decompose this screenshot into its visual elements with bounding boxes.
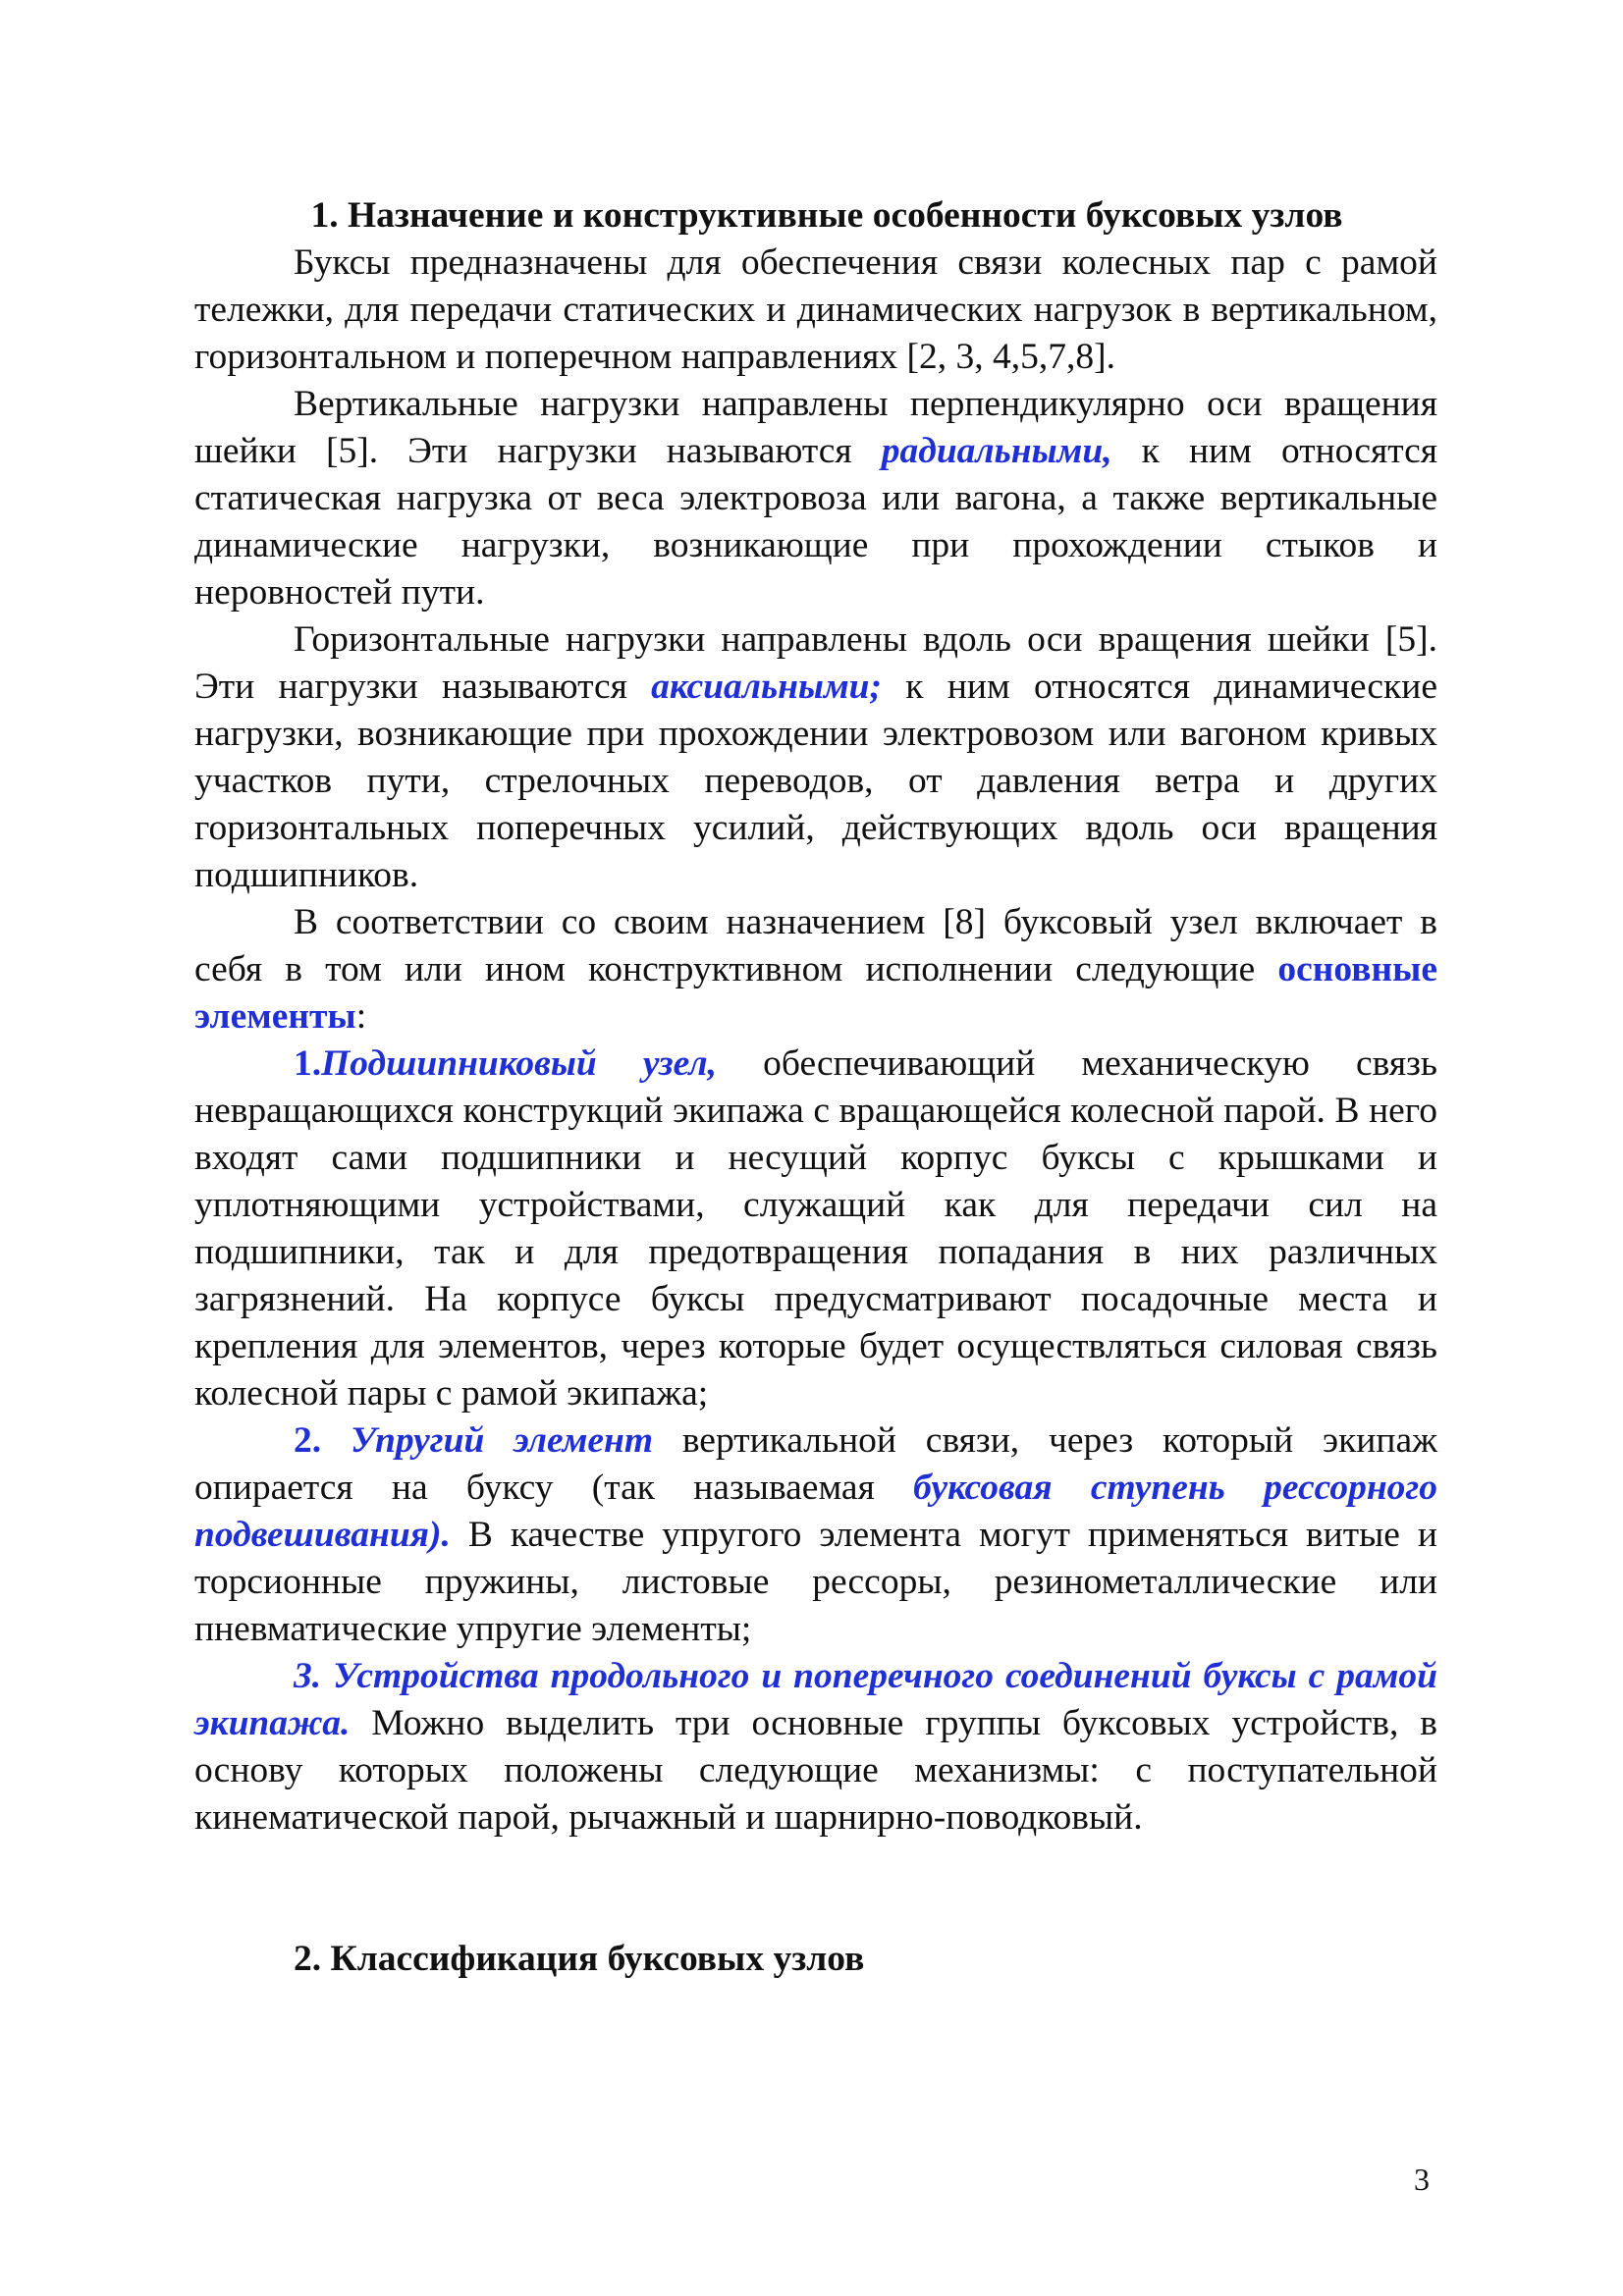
page-number: 3 xyxy=(1414,2162,1430,2197)
paragraph-2-text-before: Вертикальные нагрузки направлены перпендикулярно оси вращения шейки [5]. Эти нагрузки называются xyxy=(194,384,1437,471)
paragraph-2-text-after: к ним относятся статическая нагрузка от веса электровоза или вагона, а также вертикальные динамические нагрузки, возникающие при прохождении стыков и неровностей пути. xyxy=(194,431,1437,613)
paragraph-2 xyxy=(194,381,1437,616)
paragraph-4 xyxy=(194,899,1437,1041)
list-item-1-number: 1. xyxy=(294,1043,322,1084)
term-main-elements: основные элементы xyxy=(194,949,1437,1037)
list-item-2-number: 2. xyxy=(294,1420,322,1461)
paragraph-4-text-after: : xyxy=(355,996,367,1037)
term-radial: радиальными, xyxy=(881,431,1112,471)
list-item-3 xyxy=(194,1653,1437,1842)
term-bearing-unit: Подшипниковый узел, xyxy=(321,1043,717,1084)
document-page xyxy=(194,192,1437,1983)
term-elastic-element: Упругий элемент xyxy=(350,1420,654,1461)
list-item-1 xyxy=(194,1041,1437,1417)
section-heading-2: 2. Классификация буксовых узлов xyxy=(294,1939,865,1979)
term-connection-devices: 3. Устройства продольного и поперечного соединений буксы с рамой экипажа. xyxy=(194,1656,1437,1743)
list-item-2-text-middle: вертикальной связи, через который экипаж опирается на буксу (так называемая xyxy=(194,1420,1437,1508)
paragraph-1: Буксы предназначены для обеспечения связи колесных пар с рамой тележки, для передачи статических и динамических нагрузок в вертикальном, горизонтальном и поперечном направлениях [2, 3, 4,5,7,8]. xyxy=(194,242,1437,377)
term-axlebox-suspension-stage: буксовая ступень рессорного подвешивания). xyxy=(194,1468,1437,1555)
list-item-2-text-after: В качестве упругого элемента могут применяться витые и торсионные пружины, листовые рессоры, резинометаллические или пневматические упругие элементы; xyxy=(194,1515,1437,1649)
list-item-3-text: Можно выделить три основные группы буксовых устройств, в основу которых положены следующие механизмы: с поступательной кинематической парой, рычажный и шарнирно-поводковый. xyxy=(194,1703,1437,1838)
section-heading-1: 1. Назначение и конструктивные особенности буксовых узлов xyxy=(310,195,1343,236)
term-axial: аксиальными; xyxy=(651,667,882,707)
paragraph-3-text-after: к ним относятся динамические нагрузки, возникающие при прохождении электровозом или вагоном кривых участков пути, стрелочных переводов, от давления ветра и других горизонтальных поперечных усилий, действующих вдоль оси вращения подшипников. xyxy=(194,667,1437,895)
list-item-2 xyxy=(194,1417,1437,1653)
list-item-1-text: обеспечивающий механическую связь невращающихся конструкций экипажа с вращающейся колесной парой. В него входят сами подшипники и несущий корпус буксы с крышками и уплотняющими устройствами, служащий как для передачи сил на подшипники, так и для предотвращения попадания в них различных загрязнений. На корпусе буксы предусматривают посадочные места и крепления для элементов, через которые будет осуществляться силовая связь колесной пары с рамой экипажа; xyxy=(194,1043,1437,1414)
paragraph-3 xyxy=(194,616,1437,899)
paragraph-3-text-before: Горизонтальные нагрузки направлены вдоль оси вращения шейки [5]. Эти нагрузки называются xyxy=(194,619,1437,707)
paragraph-4-text-before: В соответствии со своим назначением [8] буксовый узел включает в себя в том или ином конструктивном исполнении следующие xyxy=(194,902,1437,989)
